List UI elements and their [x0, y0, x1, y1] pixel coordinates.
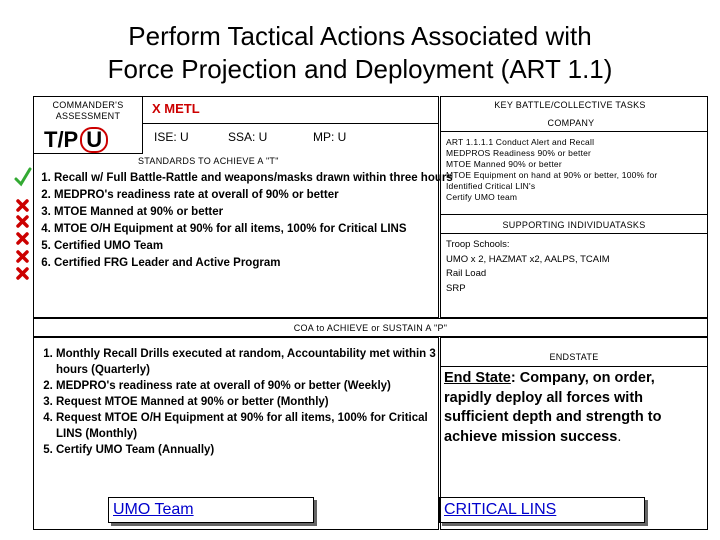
standard-item: 5. Certified UMO Team: [54, 238, 454, 255]
tp-label: T/P: [44, 127, 79, 152]
coa-item: 1. Monthly Recall Drills executed at random, Accountability met within 3 hours (Quarterly): [56, 346, 436, 378]
endstate-label: End State: [444, 370, 511, 386]
commander-assessment-cell: [33, 96, 143, 154]
coa-item: 3. Request MTOE Manned at 90% or better (Monthly): [56, 394, 436, 410]
coa-header: COA to ACHIEVE or SUSTAIN A "P": [33, 318, 708, 337]
title-line-2: Force Projection and Deployment (ART 1.1): [107, 54, 613, 84]
standard-item: 4. MTOE O/H Equipment at 90% for all items, 100% for Critical LINS: [54, 221, 454, 238]
ise-rating: ISE: U: [154, 130, 189, 144]
critical-lins-link[interactable]: CRITICAL LINS: [444, 501, 557, 518]
supporting-header: SUPPORTING INDIVIDUATASKS: [502, 220, 646, 230]
standards-list: [32, 170, 454, 272]
mp-rating: MP: U: [313, 130, 347, 144]
endstate-statement: [444, 369, 706, 447]
key-tasks-subheader: COMPANY: [547, 118, 595, 128]
supporting-line: UMO x 2, HAZMAT x2, AALPS, TCAIM: [446, 253, 610, 265]
endstate-text: : Company, on order, rapidly deploy all forces with sufficient depth and strength to achieve mission success: [444, 370, 662, 445]
key-task-line: MTOE Manned 90% or better: [446, 159, 562, 169]
check-icon: [16, 169, 30, 184]
x-mark-icon: [18, 269, 27, 278]
supporting-list: [446, 238, 704, 296]
endstate-header: ENDSTATE: [549, 352, 599, 362]
key-task-line: MTOE Equipment on hand at 90% or better, 100% for: [446, 170, 658, 180]
key-task-line: ART 1.1.1.1 Conduct Alert and Recall: [446, 137, 595, 147]
key-task-line: Identified Critical LIN's: [446, 181, 536, 191]
assessment-label-line-2: ASSESSMENT: [55, 111, 121, 121]
title-line-1: Perform Tactical Actions Associated with: [128, 21, 592, 51]
x-mark-icon: [18, 252, 27, 261]
supporting-divider-bottom: [440, 233, 708, 234]
standard-item: 6. Certified FRG Leader and Active Program: [54, 255, 454, 272]
endstate-divider: [440, 366, 708, 367]
status-marks: [12, 166, 34, 284]
coa-list: [34, 346, 436, 458]
critical-lins-link-box[interactable]: [439, 497, 645, 523]
standard-item: 2. MEDPRO's readiness rate at overall of 90% or better: [54, 187, 454, 204]
x-mark-icon: [18, 217, 27, 226]
tp-value-badge: [80, 127, 108, 153]
umo-team-link[interactable]: UMO Team: [113, 501, 194, 518]
supporting-line: SRP: [446, 282, 466, 294]
supporting-divider-top: [440, 214, 708, 215]
key-tasks-list: [446, 137, 704, 203]
endstate-period: .: [617, 428, 622, 445]
coa-item: 5. Certify UMO Team (Annually): [56, 442, 436, 458]
metl-label: X METL: [152, 101, 200, 116]
supporting-line: Troop Schools:: [446, 239, 510, 250]
coa-item: 2. MEDPRO's readiness rate at overall of 90% or better (Weekly): [56, 378, 436, 394]
x-mark-icon: [18, 201, 27, 210]
assessment-label-line-1: COMMANDER'S: [52, 100, 124, 110]
key-tasks-divider: [440, 131, 708, 132]
coa-item: 4. Request MTOE O/H Equipment at 90% for all items, 100% for Critical LINS (Monthly): [56, 410, 436, 442]
tp-value: U: [86, 127, 103, 152]
standard-item: 1. Recall w/ Full Battle-Rattle and weapons/masks drawn within three hours: [54, 170, 454, 187]
ssa-rating: SSA: U: [228, 130, 268, 144]
umo-team-link-box[interactable]: [108, 497, 314, 523]
x-mark-icon: [18, 234, 27, 243]
standards-header: STANDARDS TO ACHIEVE A "T": [138, 156, 279, 166]
standard-item: 3. MTOE Manned at 90% or better: [54, 204, 454, 221]
metl-row-divider: [143, 123, 439, 124]
key-task-line: MEDPROS Readiness 90% or better: [446, 148, 592, 158]
page-title: [0, 20, 720, 86]
key-task-line: Certify UMO team: [446, 192, 518, 202]
supporting-line: Rail Load: [446, 268, 487, 279]
key-tasks-header: KEY BATTLE/COLLECTIVE TASKS: [494, 100, 646, 110]
